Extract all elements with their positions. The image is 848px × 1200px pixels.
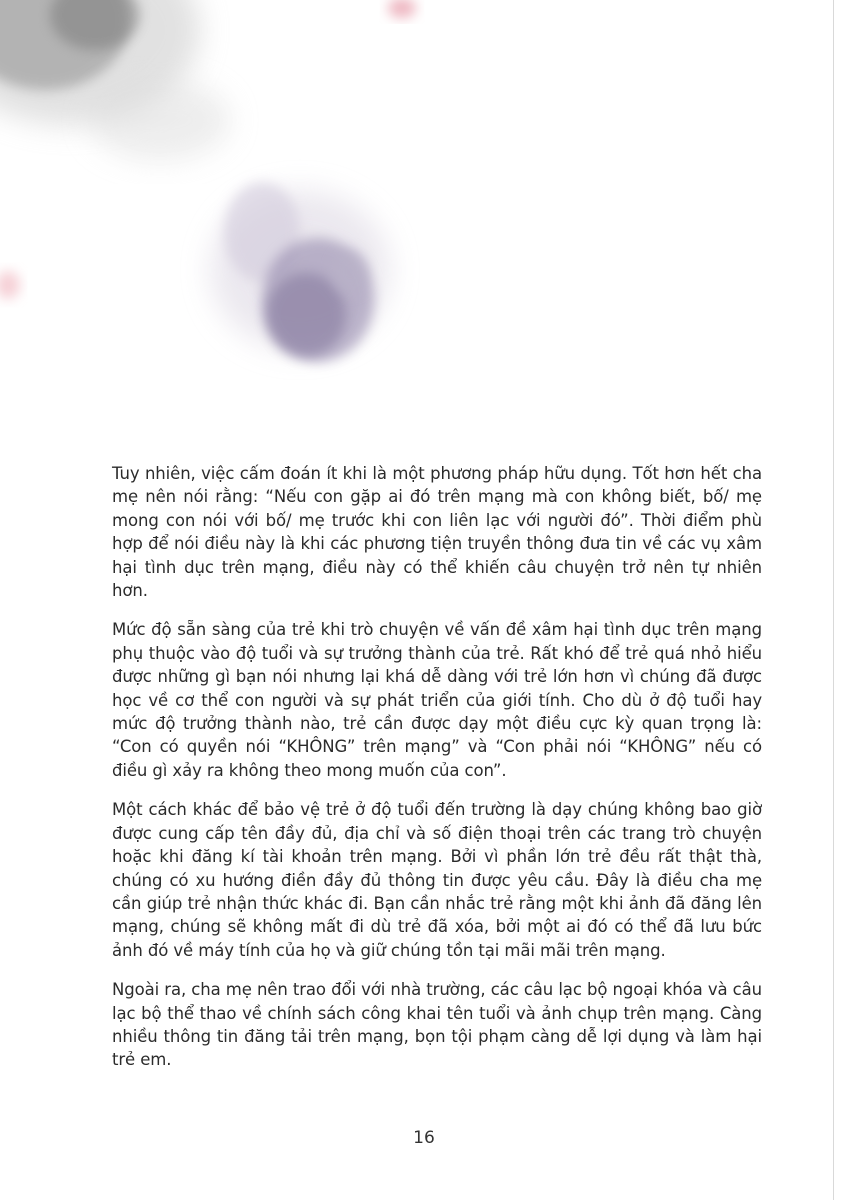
watercolor-top-left: [0, 0, 230, 160]
paragraph-1: Tuy nhiên, việc cấm đoán ít khi là một phương pháp hữu dụng. Tốt hơn hết cha mẹ nên nói rằng: “Nếu con gặp ai đó trên mạng mà con không biết, bố/ mẹ mong con nói với bố/ mẹ trước khi con liên lạc với người đó”. Thời điểm phù hợp để nói điều này là khi các phương tiện truyền thông đưa tin về các vụ xâm hại tình dục trên mạng, điều này có thể khiến câu chuyện trở nên tự nhiên hơn.: [112, 464, 762, 601]
watercolor-decoration: [0, 0, 848, 460]
body-text: [112, 462, 762, 1088]
paragraph-3: Một cách khác để bảo vệ trẻ ở độ tuổi đến trường là dạy chúng không bao giờ được cung cấp tên đầy đủ, địa chỉ và số điện thoại trên các trang trò chuyện hoặc khi đăng kí tài khoản trên mạng. Bởi vì phần lớn trẻ đều rất thật thà, chúng có xu hướng điền đầy đủ thông tin được yêu cầu. Đây là điều cha mẹ cần giúp trẻ nhận thức khác đi. Bạn cần nhắc trẻ rằng một khi ảnh đã đăng lên mạng, chúng sẽ không mất đi dù trẻ đã xóa, bởi một ai đó có thể đã lưu bức ảnh đó về máy tính của họ và giữ chúng tồn tại mãi mãi trên mạng.: [112, 800, 762, 960]
watercolor-pink-dot-left: [0, 271, 20, 299]
page-number: 16: [413, 1128, 435, 1148]
paragraph-2: Mức độ sẵn sàng của trẻ khi trò chuyện về vấn đề xâm hại tình dục trên mạng phụ thuộc vào độ tuổi và sự trưởng thành của trẻ. Rất khó để trẻ quá nhỏ hiểu được những gì bạn nói nhưng lại khá dễ dàng với trẻ lớn hơn vì chúng đã được học về cơ thể con người và sự phát triển của giới tính. Cho dù ở độ tuổi hay mức độ trưởng thành nào, trẻ cần được dạy một điều cực kỳ quan trọng là: “Con có quyền nói “KHÔNG” trên mạng” và “Con phải nói “KHÔNG” nếu có điều gì xảy ra không theo mong muốn của con”.: [112, 620, 762, 780]
watercolor-pink-dot-top: [388, 0, 416, 18]
page-edge-line: [833, 0, 834, 1200]
paragraph-4: Ngoài ra, cha mẹ nên trao đổi với nhà trường, các câu lạc bộ ngoại khóa và câu lạc bộ thể thao về chính sách công khai tên tuổi và ảnh chụp trên mạng. Càng nhiều thông tin đăng tải trên mạng, bọn tội phạm càng dễ lợi dụng và làm hại trẻ em.: [112, 980, 762, 1070]
watercolor-center: [210, 182, 390, 362]
